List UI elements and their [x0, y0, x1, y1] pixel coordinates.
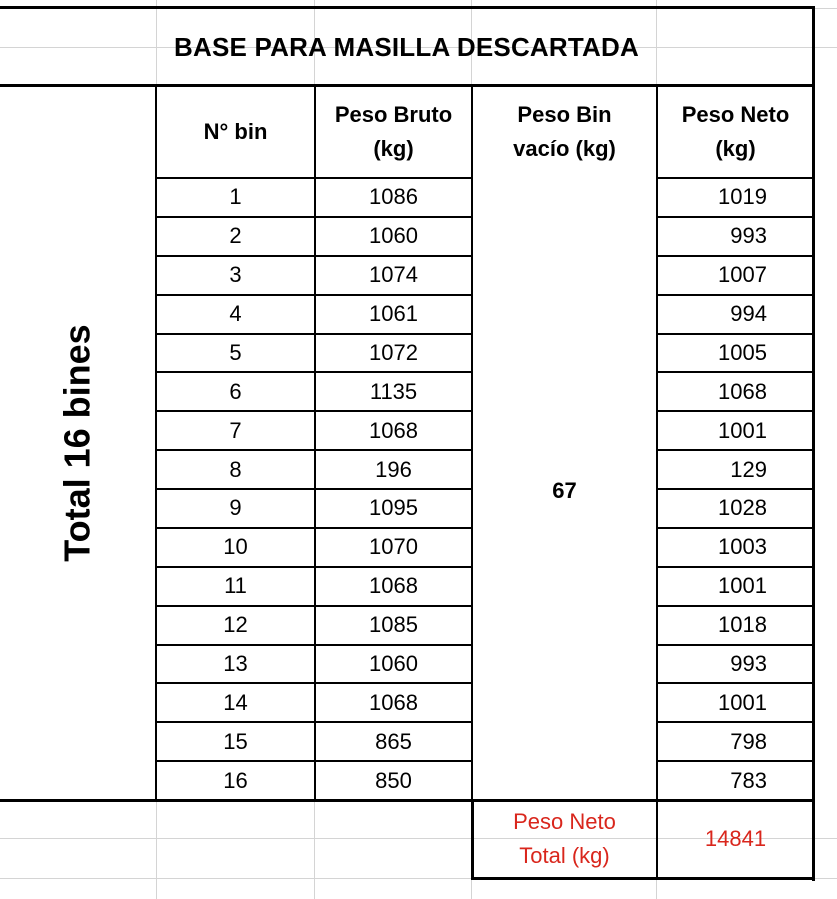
- gross-weight-cell: 1068: [369, 689, 418, 715]
- net-weight-cell: 129: [730, 456, 767, 482]
- gross-weight-cell: 1086: [369, 184, 418, 210]
- net-weight-cell: 1001: [718, 573, 767, 599]
- side-label: Total 16 bines: [57, 324, 98, 562]
- bin-number-cell: 3: [229, 262, 242, 288]
- net-weight-cell: 994: [730, 301, 767, 327]
- net-weight-cell: 783: [730, 767, 767, 793]
- bin-number-cell: 13: [223, 650, 248, 676]
- border: [656, 86, 658, 880]
- net-weight-cell: 798: [730, 728, 767, 754]
- border: [314, 86, 316, 800]
- gross-weight-cell: 1061: [369, 301, 418, 327]
- border: [471, 800, 474, 880]
- gross-weight-cell: 1068: [369, 417, 418, 443]
- empty-bin-weight: 67: [552, 478, 577, 503]
- bin-number-cell: 15: [223, 728, 248, 754]
- gross-weight-cell: 1072: [369, 339, 418, 365]
- header-bin: N° bin: [203, 119, 268, 144]
- gross-weight-cell: 1095: [369, 495, 418, 521]
- bin-number-cell: 7: [229, 417, 242, 443]
- bin-number-cell: 2: [229, 223, 242, 249]
- net-weight-cell: 1003: [718, 534, 767, 560]
- total-value: 14841: [704, 826, 767, 851]
- net-weight-cell: 1007: [718, 262, 767, 288]
- net-weight-cell: 1001: [718, 689, 767, 715]
- border: [471, 877, 815, 880]
- border: [0, 6, 815, 9]
- gross-weight-cell: 1074: [369, 262, 418, 288]
- net-weight-cell: 1005: [718, 339, 767, 365]
- bin-number-cell: 12: [223, 612, 248, 638]
- net-weight-cell: 1001: [718, 417, 767, 443]
- net-weight-cell: 993: [730, 650, 767, 676]
- bin-number-cell: 11: [224, 573, 247, 599]
- table-title: BASE PARA MASILLA DESCARTADA: [174, 31, 639, 62]
- border: [0, 799, 815, 802]
- side-label-cell: [0, 86, 156, 800]
- border: [471, 86, 473, 800]
- header-gross: Peso Bruto (kg): [334, 102, 453, 161]
- total-label: Peso Neto Total (kg): [513, 809, 616, 868]
- net-weight-cell: 1068: [718, 378, 767, 404]
- gross-weight-cell: 1060: [369, 650, 418, 676]
- border: [155, 86, 157, 800]
- gross-weight-cell: 1070: [369, 534, 418, 560]
- bin-number-cell: 1: [229, 184, 242, 210]
- bin-number-cell: 16: [223, 767, 248, 793]
- gross-weight-cell: 1085: [369, 612, 418, 638]
- net-weight-cell: 1019: [718, 184, 767, 210]
- gross-weight-cell: 196: [375, 456, 412, 482]
- gross-weight-cell: 850: [375, 767, 412, 793]
- bin-number-cell: 9: [229, 495, 242, 521]
- bin-number-cell: 14: [223, 689, 248, 715]
- net-weight-cell: 1018: [718, 612, 767, 638]
- bin-number-cell: 8: [229, 456, 242, 482]
- net-weight-cell: 1028: [718, 495, 767, 521]
- header-empty-bin: Peso Bin vacío (kg): [513, 102, 616, 161]
- gross-weight-cell: 865: [375, 728, 412, 754]
- border: [812, 6, 815, 881]
- gross-weight-cell: 1135: [369, 378, 418, 404]
- gross-weight-cell: 1060: [369, 223, 418, 249]
- bin-number-cell: 5: [229, 339, 242, 365]
- bin-number-cell: 4: [229, 301, 242, 327]
- bin-number-cell: 6: [229, 378, 242, 404]
- gross-weight-cell: 1068: [369, 573, 418, 599]
- bin-number-cell: 10: [223, 534, 248, 560]
- net-weight-cell: 993: [730, 223, 767, 249]
- header-net: Peso Neto (kg): [681, 102, 790, 161]
- border: [0, 84, 815, 87]
